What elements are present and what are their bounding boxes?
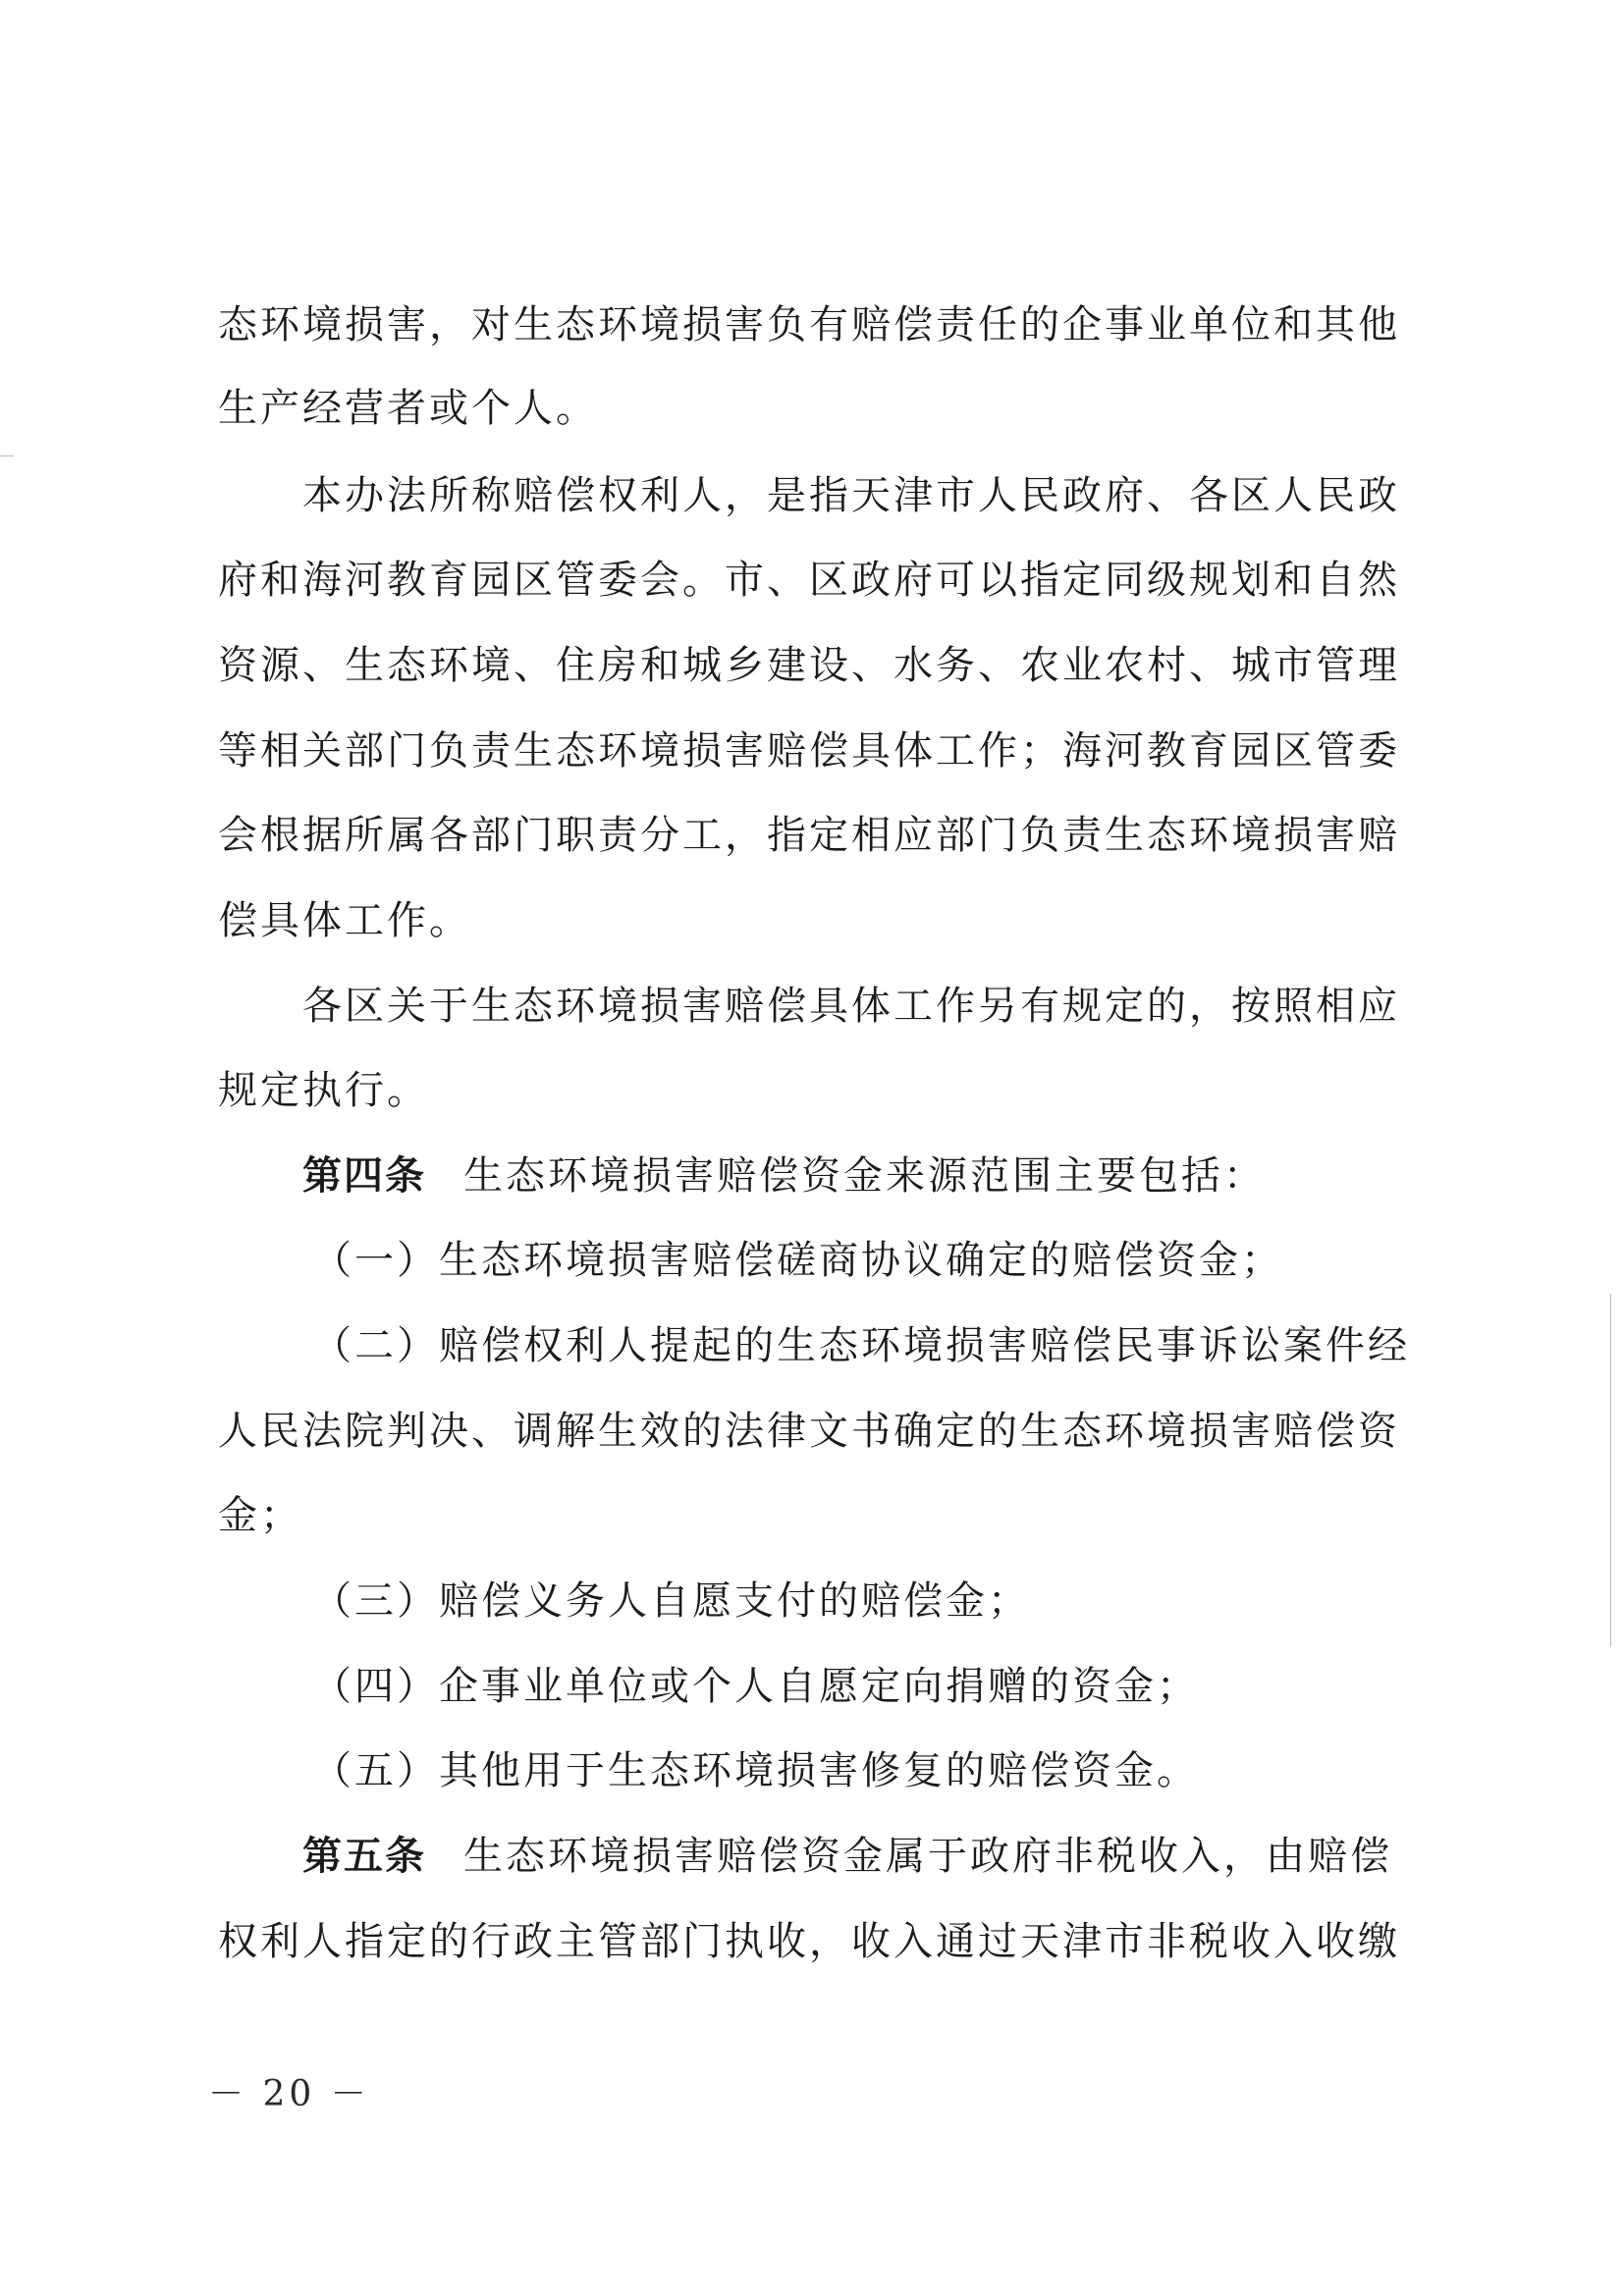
paragraph-2-line-4: 等相关部门负责生态环境损害赔偿具体工作；海河教育园区管委 (218, 728, 1400, 774)
item-2-line-1: （二）赔偿权利人提起的生态环境损害赔偿民事诉讼案件经 (312, 1323, 1410, 1368)
article-4-text: 生态环境损害赔偿资金来源范围主要包括： (463, 1153, 1266, 1199)
article-5-text: 生态环境损害赔偿资金属于政府非税收入，由赔偿 (463, 1834, 1392, 1879)
scan-mark-left (0, 455, 14, 456)
paragraph-2-line-6: 偿具体工作。 (218, 898, 471, 943)
article-5-label: 第五条 (302, 1834, 426, 1879)
page-number: － 20 － (208, 2074, 370, 2114)
item-2-line-3: 金； (218, 1493, 302, 1538)
item-2-line-2: 人民法院判决、调解生效的法律文书确定的生态环境损害赔偿资 (218, 1409, 1400, 1454)
paragraph-2-line-1: 本办法所称赔偿权利人，是指天津市人民政府、各区人民政 (302, 473, 1400, 518)
paragraph-2-line-5: 会根据所属各部门职责分工，指定相应部门负责生态环境损害赔 (218, 813, 1400, 858)
paragraph-1-line-1: 态环境损害，对生态环境损害负有赔偿责任的企事业单位和其他 (218, 302, 1400, 347)
article-5-heading (302, 1829, 1411, 1884)
paragraph-3-line-2: 规定执行。 (218, 1068, 429, 1113)
article-5-line-2: 权利人指定的行政主管部门执收，收入通过天津市非税收入收缴 (218, 1919, 1400, 1964)
scan-mark-right (1610, 1294, 1611, 1647)
item-4: （四）企事业单位或个人自愿定向捐赠的资金； (312, 1664, 1199, 1709)
article-4-label: 第四条 (302, 1153, 426, 1199)
item-3: （三）赔偿义务人自愿支付的赔偿金； (312, 1578, 1030, 1624)
item-1: （一）生态环境损害赔偿磋商协议确定的赔偿资金； (312, 1238, 1283, 1283)
paragraph-2-line-3: 资源、生态环境、住房和城乡建设、水务、农业农村、城市管理 (218, 643, 1400, 688)
paragraph-1-line-2: 生产经营者或个人。 (218, 386, 598, 431)
paragraph-3-line-1: 各区关于生态环境损害赔偿具体工作另有规定的，按照相应 (302, 984, 1400, 1029)
article-4-heading (302, 1148, 1411, 1203)
paragraph-2-line-2: 府和海河教育园区管委会。市、区政府可以指定同级规划和自然 (218, 558, 1400, 603)
item-5: （五）其他用于生态环境损害修复的赔偿资金。 (312, 1748, 1199, 1793)
